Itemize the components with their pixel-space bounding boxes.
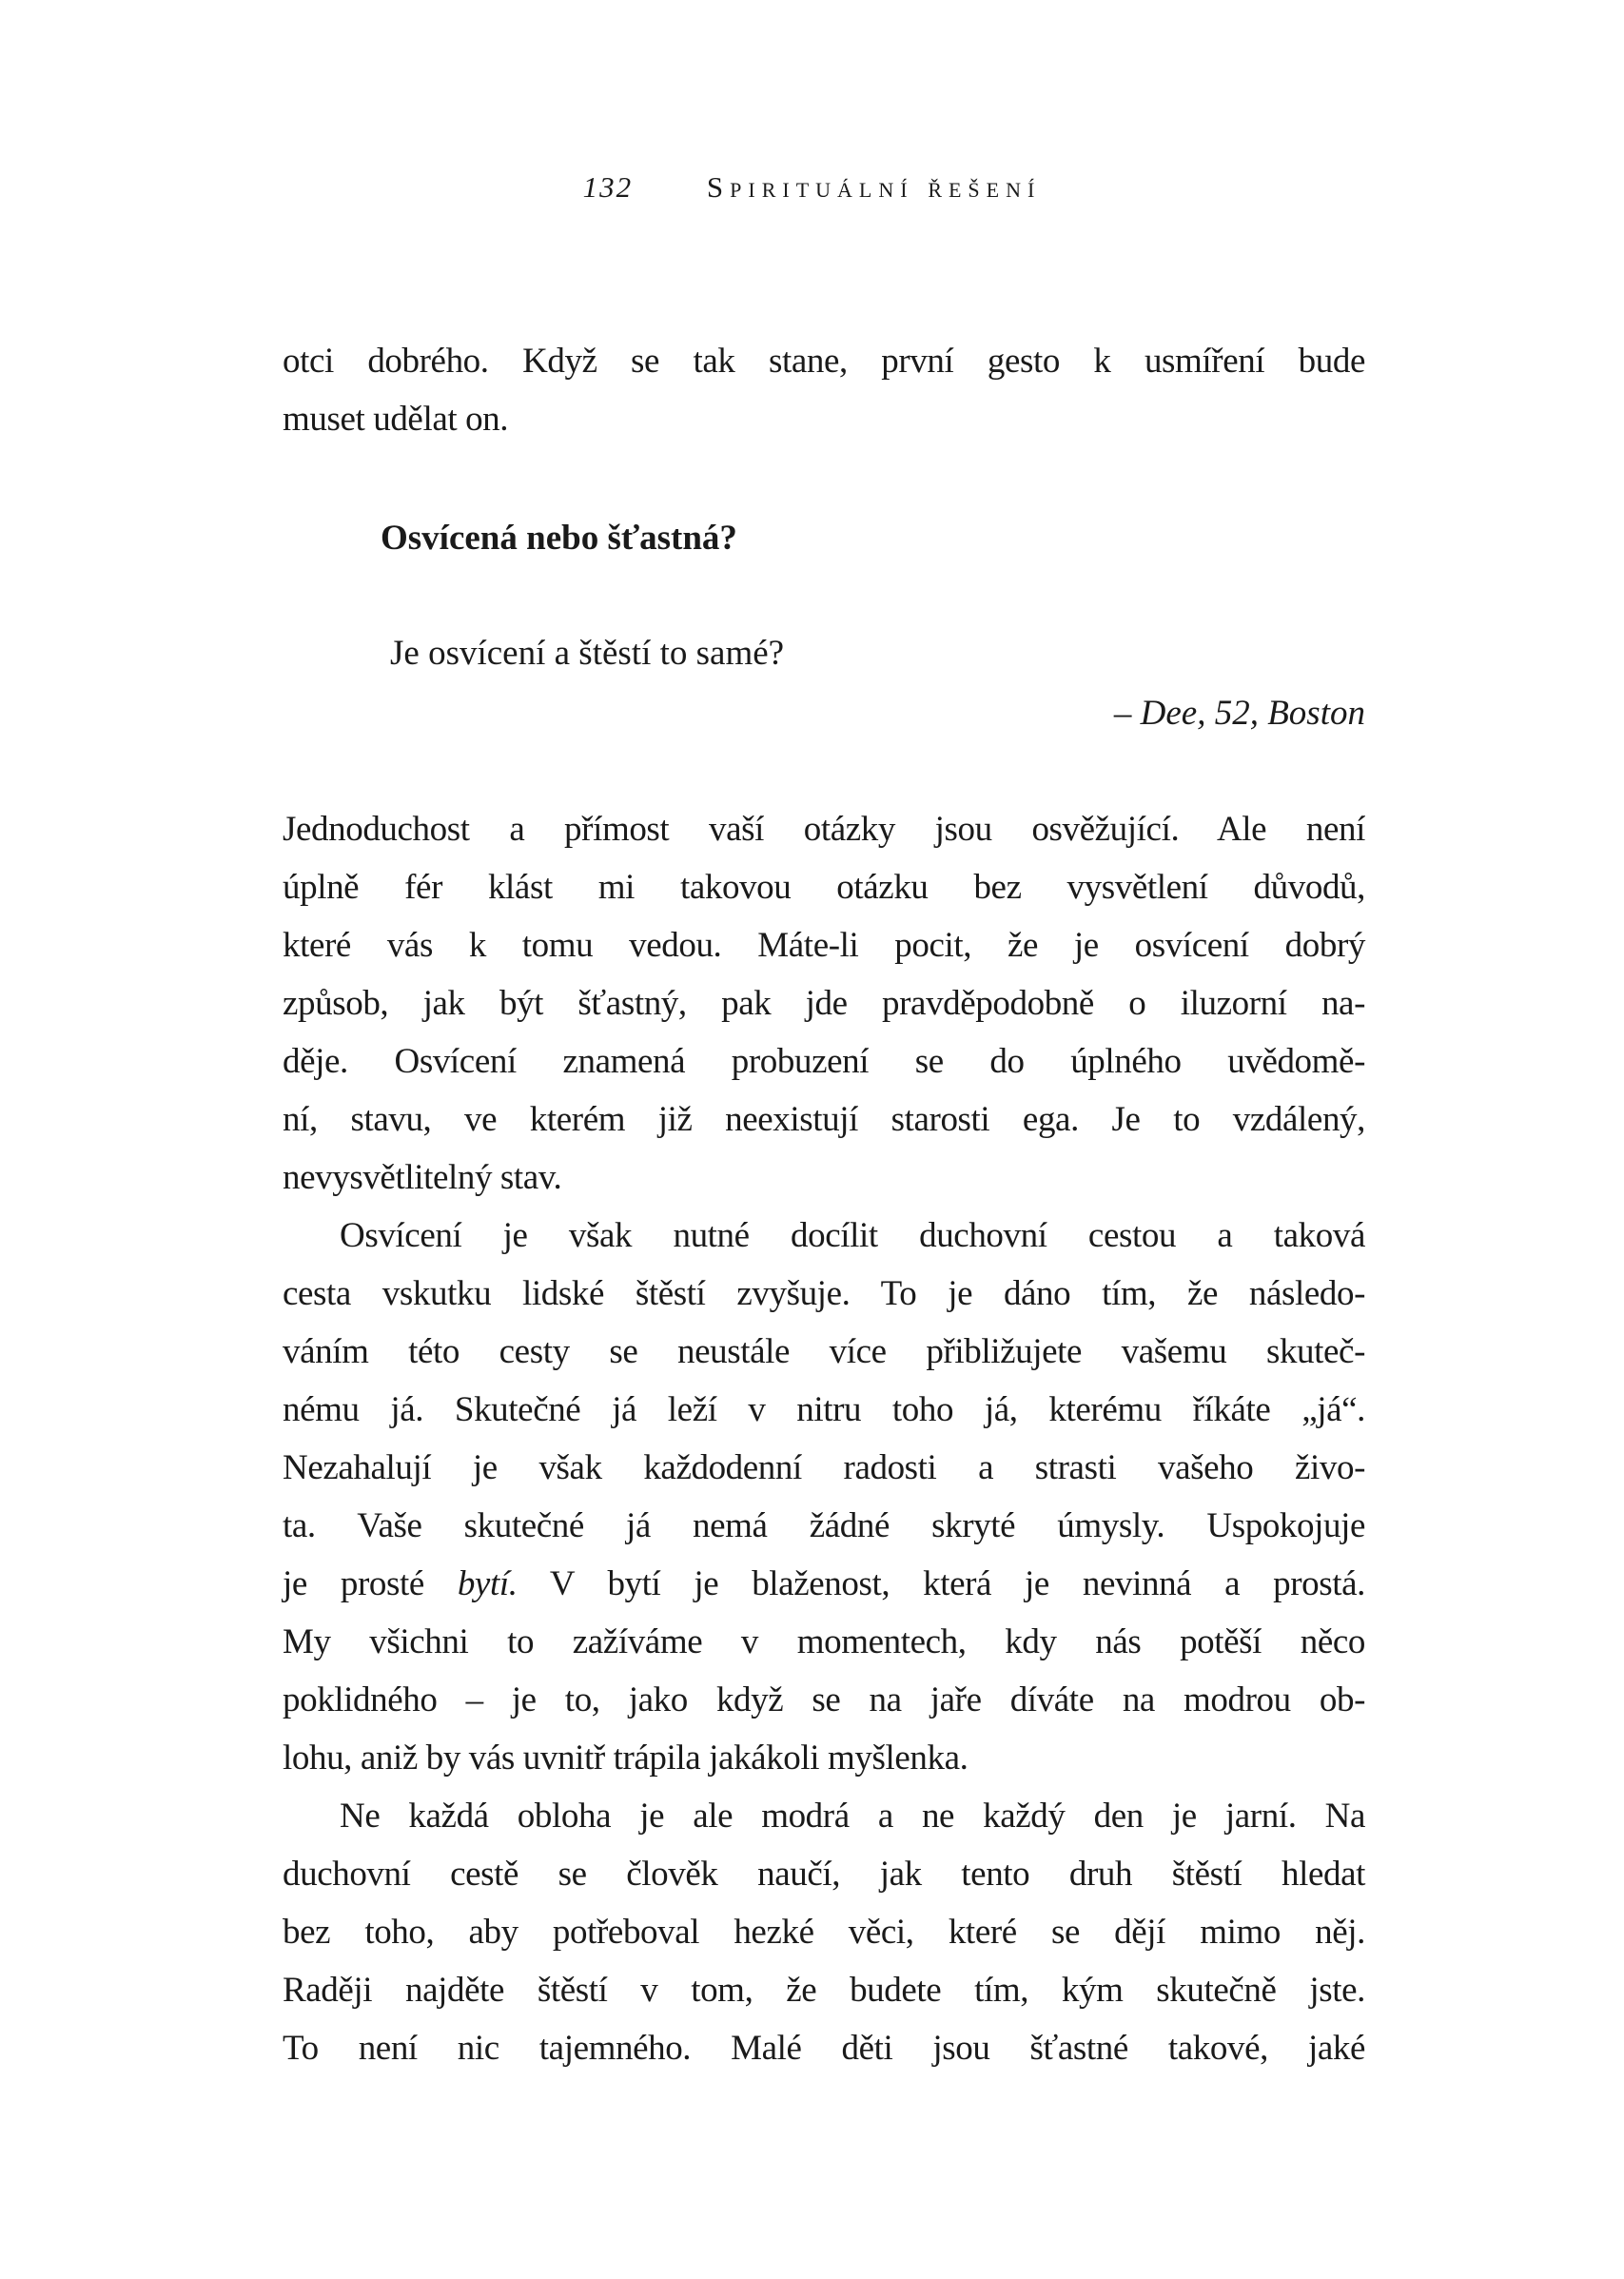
text-segment: bez toho, aby potřeboval hezké věci, které se dějí mimo něj.: [283, 1913, 1365, 1952]
running-header: [0, 164, 1624, 211]
text-segment: ní, stavu, ve kterém již neexistují starosti ega. Je to vzdálený,: [283, 1100, 1365, 1139]
text-segment: Nezahalují je však každodenní radosti a strasti vašeho živo-: [283, 1448, 1365, 1487]
text-segment: je prosté: [283, 1564, 458, 1603]
text-segment: Raději najděte štěstí v tom, že budete tím, kým skutečně jste.: [283, 1971, 1365, 2010]
text-line: [283, 2019, 1365, 2077]
question-attribution: – Dee, 52, Boston: [1113, 694, 1365, 733]
text-segment: váním této cesty se neustále více přibližujete vašemu skuteč-: [283, 1332, 1365, 1371]
text-line: [283, 1497, 1365, 1555]
text-line: [283, 390, 1365, 448]
text-segment: My všichni to zažíváme v momentech, kdy nás potěší něco: [283, 1622, 1365, 1661]
continued-paragraph: [283, 332, 1365, 448]
text-line: [283, 1729, 1365, 1787]
text-line: [283, 916, 1365, 974]
text-segment: Osvícení je však nutné docílit duchovní cestou a taková: [340, 1216, 1365, 1255]
text-segment: duchovní cestě se člověk naučí, jak tento druh štěstí hledat: [283, 1855, 1365, 1894]
text-line: [283, 1323, 1365, 1381]
page-number: 132: [582, 170, 634, 204]
text-segment: V bytí je blaženost, která je nevinná a prostá.: [517, 1564, 1365, 1603]
text-line: [283, 1555, 1365, 1613]
text-line: [283, 1787, 1365, 1845]
text-segment: lohu, aniž by vás uvnitř trápila jakákoli myšlenka.: [283, 1739, 969, 1778]
text-segment: které vás k tomu vedou. Máte-li pocit, že je osvícení dobrý: [283, 926, 1365, 965]
answer-body: [283, 800, 1365, 2077]
text-segment: To není nic tajemného. Malé děti jsou šťastné takové, jaké: [283, 2029, 1365, 2068]
text-line: [283, 1903, 1365, 1961]
text-segment: cesta vskutku lidské štěstí zvyšuje. To je dáno tím, že následo-: [283, 1274, 1365, 1313]
text-segment: nevysvětlitelný stav.: [283, 1158, 562, 1197]
text-line: [283, 1381, 1365, 1439]
text-line: [283, 1265, 1365, 1323]
text-line: [283, 858, 1365, 916]
text-segment: děje. Osvícení znamená probuzení se do úplného uvědomě-: [283, 1042, 1365, 1081]
reader-question: Je osvícení a štěstí to samé?: [390, 634, 785, 673]
text-line: [283, 974, 1365, 1032]
running-title: Spirituální řešení: [706, 170, 1042, 204]
text-segment: úplně fér klást mi takovou otázku bez vysvětlení důvodů,: [283, 868, 1365, 907]
section-heading: Osvícená nebo šťastná?: [381, 519, 737, 558]
text-line: [283, 1613, 1365, 1671]
text-segment: ta. Vaše skutečné já nemá žádné skryté úmysly. Uspokojuje: [283, 1506, 1365, 1545]
text-line: [283, 1149, 1365, 1207]
text-segment: poklidného – je to, jako když se na jaře díváte na modrou ob-: [283, 1680, 1365, 1719]
text-line: [283, 1207, 1365, 1265]
italic-text: bytí.: [457, 1564, 518, 1603]
text-segment: otci dobrého. Když se tak stane, první gesto k usmíření bude: [283, 342, 1365, 381]
text-line: [283, 800, 1365, 858]
text-segment: Jednoduchost a přímost vaší otázky jsou osvěžující. Ale není: [283, 810, 1365, 849]
text-line: [283, 1090, 1365, 1149]
text-segment: muset udělat on.: [283, 400, 509, 439]
text-segment: nému já. Skutečné já leží v nitru toho já, kterému říkáte „já“.: [283, 1390, 1365, 1429]
text-segment: způsob, jak být šťastný, pak jde pravděpodobně o iluzorní na-: [283, 984, 1365, 1023]
text-line: [283, 1671, 1365, 1729]
text-line: [283, 1845, 1365, 1903]
text-line: [283, 1439, 1365, 1497]
text-line: [283, 1961, 1365, 2019]
text-line: [283, 332, 1365, 390]
text-line: [283, 1032, 1365, 1090]
text-segment: Ne každá obloha je ale modrá a ne každý den je jarní. Na: [340, 1797, 1365, 1836]
